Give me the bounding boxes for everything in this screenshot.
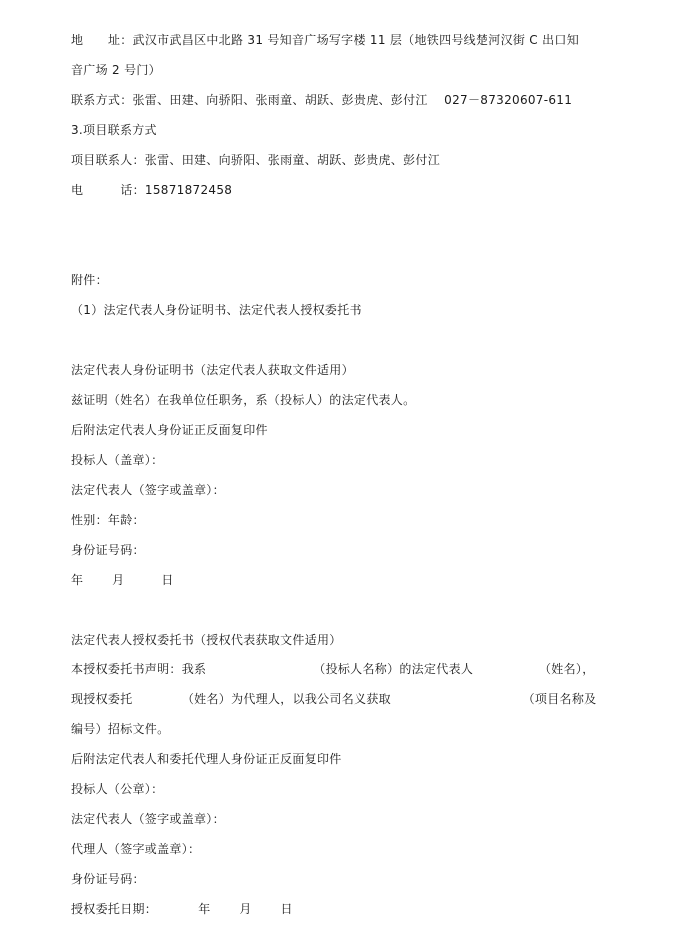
identity-cert-title: 法定代表人身份证明书（法定代表人获取文件适用） xyxy=(71,363,354,377)
identity-cert-attach: 后附法定代表人身份证正反面复印件 xyxy=(71,423,268,437)
attachment-item-1: （1）法定代表人身份证明书、法定代表人授权委托书 xyxy=(71,303,362,317)
authorization-bidder: 投标人（公章）： xyxy=(71,782,164,796)
identity-cert-bidder: 投标人（盖章）： xyxy=(71,453,164,467)
authorization-agent: 代理人（签字或盖章）： xyxy=(71,842,201,856)
attachment-heading: 附件： xyxy=(71,273,108,287)
project-contacts: 项目联系人：张雷、田建、向骄阳、张雨童、胡跃、彭贵虎、彭付江 xyxy=(71,153,441,167)
authorization-attach: 后附法定代表人和委托代理人身份证正反面复印件 xyxy=(71,752,342,766)
authorization-title: 法定代表人授权委托书（授权代表获取文件适用） xyxy=(71,633,342,647)
phone-line: 电 话：15871872458 xyxy=(71,183,233,197)
authorization-line-1: 本授权委托书声明：我系 （投标人名称）的法定代表人 （姓名）， xyxy=(71,662,595,676)
authorization-line-2: 现授权委托 （姓名）为代理人，以我公司名义获取 （项目名称及 xyxy=(71,692,597,706)
address-line-2: 音广场 2 号门） xyxy=(71,63,161,77)
authorization-date: 授权委托日期： 年 月 日 xyxy=(71,902,293,916)
contact-line: 联系方式：张雷、田建、向骄阳、张雨童、胡跃、彭贵虎、彭付江 027－87320607-611 xyxy=(71,93,573,107)
identity-cert-gender-age: 性别：年龄： xyxy=(71,513,145,527)
section-3-heading: 3.项目联系方式 xyxy=(71,123,157,137)
identity-cert-rep: 法定代表人（签字或盖章）： xyxy=(71,483,225,497)
identity-cert-body: 兹证明（姓名）在我单位任职务，系（投标人）的法定代表人。 xyxy=(71,393,416,407)
identity-cert-date: 年 月 日 xyxy=(71,573,174,587)
authorization-line-3: 编号）招标文件。 xyxy=(71,722,170,736)
address-line-1: 地 址：武汉市武昌区中北路 31 号知音广场写字楼 11 层（地铁四号线楚河汉街 C 出口知 xyxy=(71,33,579,47)
identity-cert-id: 身份证号码： xyxy=(71,543,145,557)
authorization-id: 身份证号码： xyxy=(71,872,145,886)
authorization-rep: 法定代表人（签字或盖章）： xyxy=(71,812,225,826)
